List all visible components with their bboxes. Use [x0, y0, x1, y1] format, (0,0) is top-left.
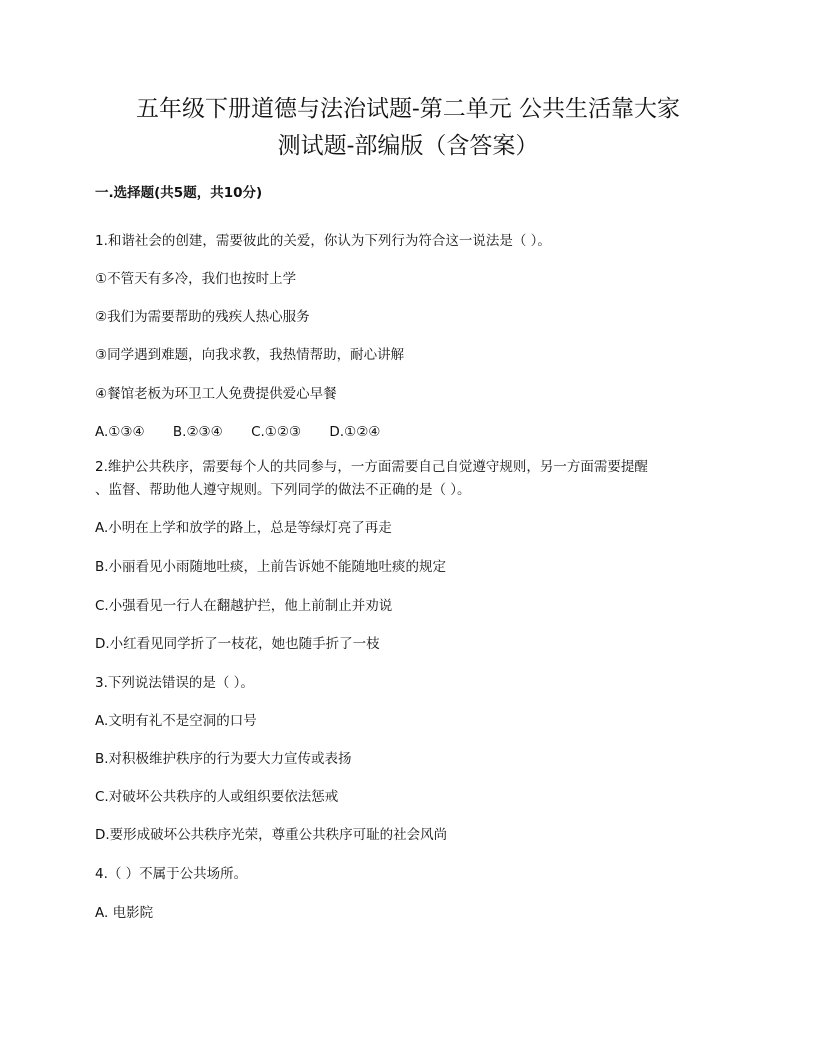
question-1-option-c: C.①②③	[251, 424, 302, 440]
question-3-option-a: A.文明有礼不是空洞的口号	[95, 713, 257, 729]
question-2-stem-line-1: 2.维护公共秩序，需要每个人的共同参与，一方面需要自己自觉遵守规则，另一方面需要提醒	[95, 459, 648, 475]
question-2-option-a: A.小明在上学和放学的路上，总是等绿灯亮了再走	[95, 520, 392, 536]
question-1-option-a: A.①③④	[95, 424, 145, 440]
question-1-item-1: ①不管天有多冷，我们也按时上学	[95, 271, 297, 287]
question-3-option-c: C.对破坏公共秩序的人或组织要依法惩戒	[95, 789, 339, 805]
question-4-stem: 4.（ ）不属于公共场所。	[95, 866, 248, 882]
document-title-line-1: 五年级下册道德与法治试题-第二单元 公共生活靠大家	[135, 96, 681, 122]
question-2-stem-line-2: 、监督、帮助他人遵守规则。下列同学的做法不正确的是（ ）。	[95, 482, 471, 498]
question-4-option-a: A. 电影院	[95, 905, 154, 921]
question-1-item-3: ③同学遇到难题，向我求教，我热情帮助，耐心讲解	[95, 347, 405, 363]
question-1-stem: 1.和谐社会的创建，需要彼此的关爱，你认为下列行为符合这一说法是（ ）。	[95, 233, 551, 249]
question-2-option-c: C.小强看见一行人在翻越护拦，他上前制止并劝说	[95, 598, 393, 614]
section-heading: 一.选择题(共5题，共10分)	[95, 185, 263, 201]
question-1-item-2: ②我们为需要帮助的残疾人热心服务	[95, 309, 310, 325]
question-1-option-d: D.①②④	[329, 424, 381, 440]
question-1-option-b: B.②③④	[172, 424, 223, 440]
question-1-item-4: ④餐馆老板为环卫工人免费提供爱心早餐	[95, 386, 337, 402]
question-1-options	[95, 422, 380, 442]
document-title-line-2: 测试题-部编版（含答案）	[277, 133, 539, 159]
question-2-option-b: B.小丽看见小雨随地吐痰，上前告诉她不能随地吐痰的规定	[95, 559, 447, 575]
question-3-option-d: D.要形成破坏公共秩序光荣，尊重公共秩序可耻的社会风尚	[95, 827, 448, 843]
question-2-option-d: D.小红看见同学折了一枝花，她也随手折了一枝	[95, 636, 380, 652]
question-3-stem: 3.下列说法错误的是（ ）。	[95, 675, 254, 691]
question-3-option-b: B.对积极维护秩序的行为要大力宣传或表扬	[95, 751, 352, 767]
